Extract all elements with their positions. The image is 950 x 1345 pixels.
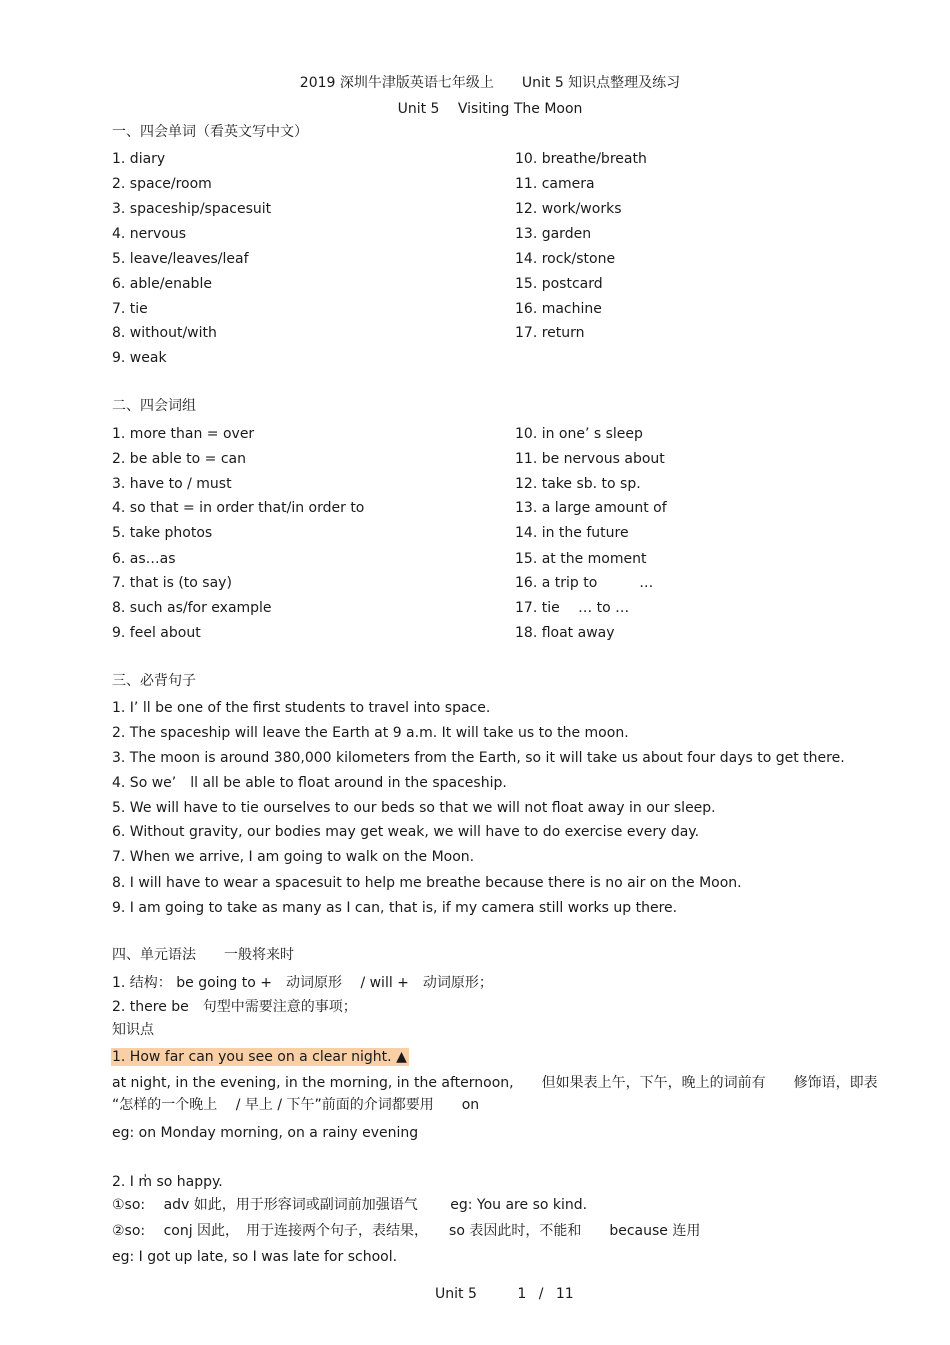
vocab-item: 17. return bbox=[515, 325, 585, 341]
sentence-item: 9. I am going to take as many as I can, that is, if my camera still works up there. bbox=[112, 900, 678, 916]
phrase-item: 17. tie … to … bbox=[515, 600, 630, 616]
knowledge-point-2-example: eg: I got up late, so I was late for school. bbox=[112, 1249, 398, 1265]
sentence-item: 7. When we arrive, I am going to walk on the Moon. bbox=[112, 849, 475, 865]
phrase-item: 13. a large amount of bbox=[515, 500, 667, 516]
sentence-item: 1. I’ ll be one of the first students to travel into space. bbox=[112, 700, 491, 716]
vocab-item: 10. breathe/breath bbox=[515, 151, 647, 167]
document-subtitle: Unit 5 Visiting The Moon bbox=[397, 101, 583, 117]
phrase-item: 8. such as/for example bbox=[112, 600, 272, 616]
sentence-item: 6. Without gravity, our bodies may get weak, we will have to do exercise every day. bbox=[112, 824, 700, 840]
footer-separator: / bbox=[538, 1286, 544, 1302]
vocab-item: 15. postcard bbox=[515, 276, 603, 292]
vocab-item: 16. machine bbox=[515, 301, 602, 317]
section-heading-sentences: 三、必背句子 bbox=[112, 673, 196, 689]
vocab-item: 3. spaceship/spacesuit bbox=[112, 201, 272, 217]
knowledge-point-1-text: at night, in the evening, in the morning, in the afternoon, 但如果表上午，下午，晚上的词前有 修饰语，即表 bbox=[112, 1075, 878, 1091]
phrase-item: 1. more than = over bbox=[112, 426, 255, 442]
vocab-item: 1. diary bbox=[112, 151, 166, 167]
phrase-item: 11. be nervous about bbox=[515, 451, 665, 467]
vocab-item: 11. camera bbox=[515, 176, 595, 192]
footer-unit: Unit 5 bbox=[435, 1286, 477, 1302]
vocab-item: 14. rock/stone bbox=[515, 251, 616, 267]
phrase-item: 14. in the future bbox=[515, 525, 629, 541]
phrase-item: 6. as…as bbox=[112, 551, 176, 567]
vocab-item: 9. weak bbox=[112, 350, 167, 366]
footer-page-number: 1 bbox=[517, 1286, 527, 1302]
footer-total-pages: 11 bbox=[555, 1286, 574, 1302]
knowledge-point-1-text: “怎样的一个晚上 / 早上 / 下午”前面的介词都要用 on bbox=[112, 1097, 480, 1113]
knowledge-point-2-text: ①so: adv 如此，用于形容词或副词前加强语气 eg: You are so kind. bbox=[112, 1197, 588, 1213]
phrase-item: 4. so that = in order that/in order to bbox=[112, 500, 365, 516]
sentence-item: 2. The spaceship will leave the Earth at 9 a.m. It will take us to the moon. bbox=[112, 725, 629, 741]
phrase-item: 12. take sb. to sp. bbox=[515, 476, 641, 492]
vocab-item: 6. able/enable bbox=[112, 276, 212, 292]
knowledge-point-2-text: ②so: conj 因此， 用于连接两个句子，表结果， so 表因此时，不能和 because 连用 bbox=[112, 1223, 701, 1239]
section-heading-phrases: 二、四会词组 bbox=[112, 398, 196, 414]
document-title: 2019 深圳牛津版英语七年级上 Unit 5 知识点整理及练习 bbox=[299, 75, 681, 91]
phrase-item: 15. at the moment bbox=[515, 551, 647, 567]
knowledge-point-2-title: 2. I m̍ so happy. bbox=[112, 1174, 223, 1190]
sentence-item: 3. The moon is around 380,000 kilometers from the Earth, so it will take us about four days to get there. bbox=[112, 750, 845, 766]
knowledge-point-1-title bbox=[112, 1048, 409, 1066]
knowledge-points-label: 知识点 bbox=[112, 1022, 154, 1038]
section-heading-grammar: 四、单元语法 一般将来时 bbox=[112, 947, 294, 963]
phrase-item: 18. float away bbox=[515, 625, 615, 641]
phrase-item: 2. be able to = can bbox=[112, 451, 247, 467]
sentence-item: 5. We will have to tie ourselves to our beds so that we will not float away in our sleep. bbox=[112, 800, 716, 816]
vocab-item: 8. without/with bbox=[112, 325, 217, 341]
highlighted-text: 1. How far can you see on a clear night. ▲ bbox=[112, 1049, 407, 1065]
vocab-item: 13. garden bbox=[515, 226, 592, 242]
phrase-item: 3. have to / must bbox=[112, 476, 232, 492]
vocab-item: 2. space/room bbox=[112, 176, 212, 192]
phrase-item: 5. take photos bbox=[112, 525, 213, 541]
vocab-item: 12. work/works bbox=[515, 201, 622, 217]
phrase-item: 9. feel about bbox=[112, 625, 201, 641]
phrase-item: 16. a trip to … bbox=[515, 575, 654, 591]
vocab-item: 5. leave/leaves/leaf bbox=[112, 251, 249, 267]
phrase-item: 7. that is (to say) bbox=[112, 575, 232, 591]
sentence-item: 8. I will have to wear a spacesuit to help me breathe because there is no air on the Moon. bbox=[112, 875, 742, 891]
phrase-item: 10. in one’ s sleep bbox=[515, 426, 643, 442]
section-heading-vocabulary: 一、四会单词（看英文写中文） bbox=[112, 124, 308, 140]
vocab-item: 7. tie bbox=[112, 301, 148, 317]
vocab-item: 4. nervous bbox=[112, 226, 187, 242]
page-footer bbox=[435, 1285, 574, 1303]
knowledge-point-1-example: eg: on Monday morning, on a rainy evening bbox=[112, 1125, 419, 1141]
sentence-item: 4. So we’ ll all be able to float around in the spaceship. bbox=[112, 775, 507, 791]
grammar-line: 2. there be 句型中需要注意的事项； bbox=[112, 999, 357, 1015]
grammar-line: 1. 结构： be going to + 动词原形 / will + 动词原形； bbox=[112, 975, 493, 991]
